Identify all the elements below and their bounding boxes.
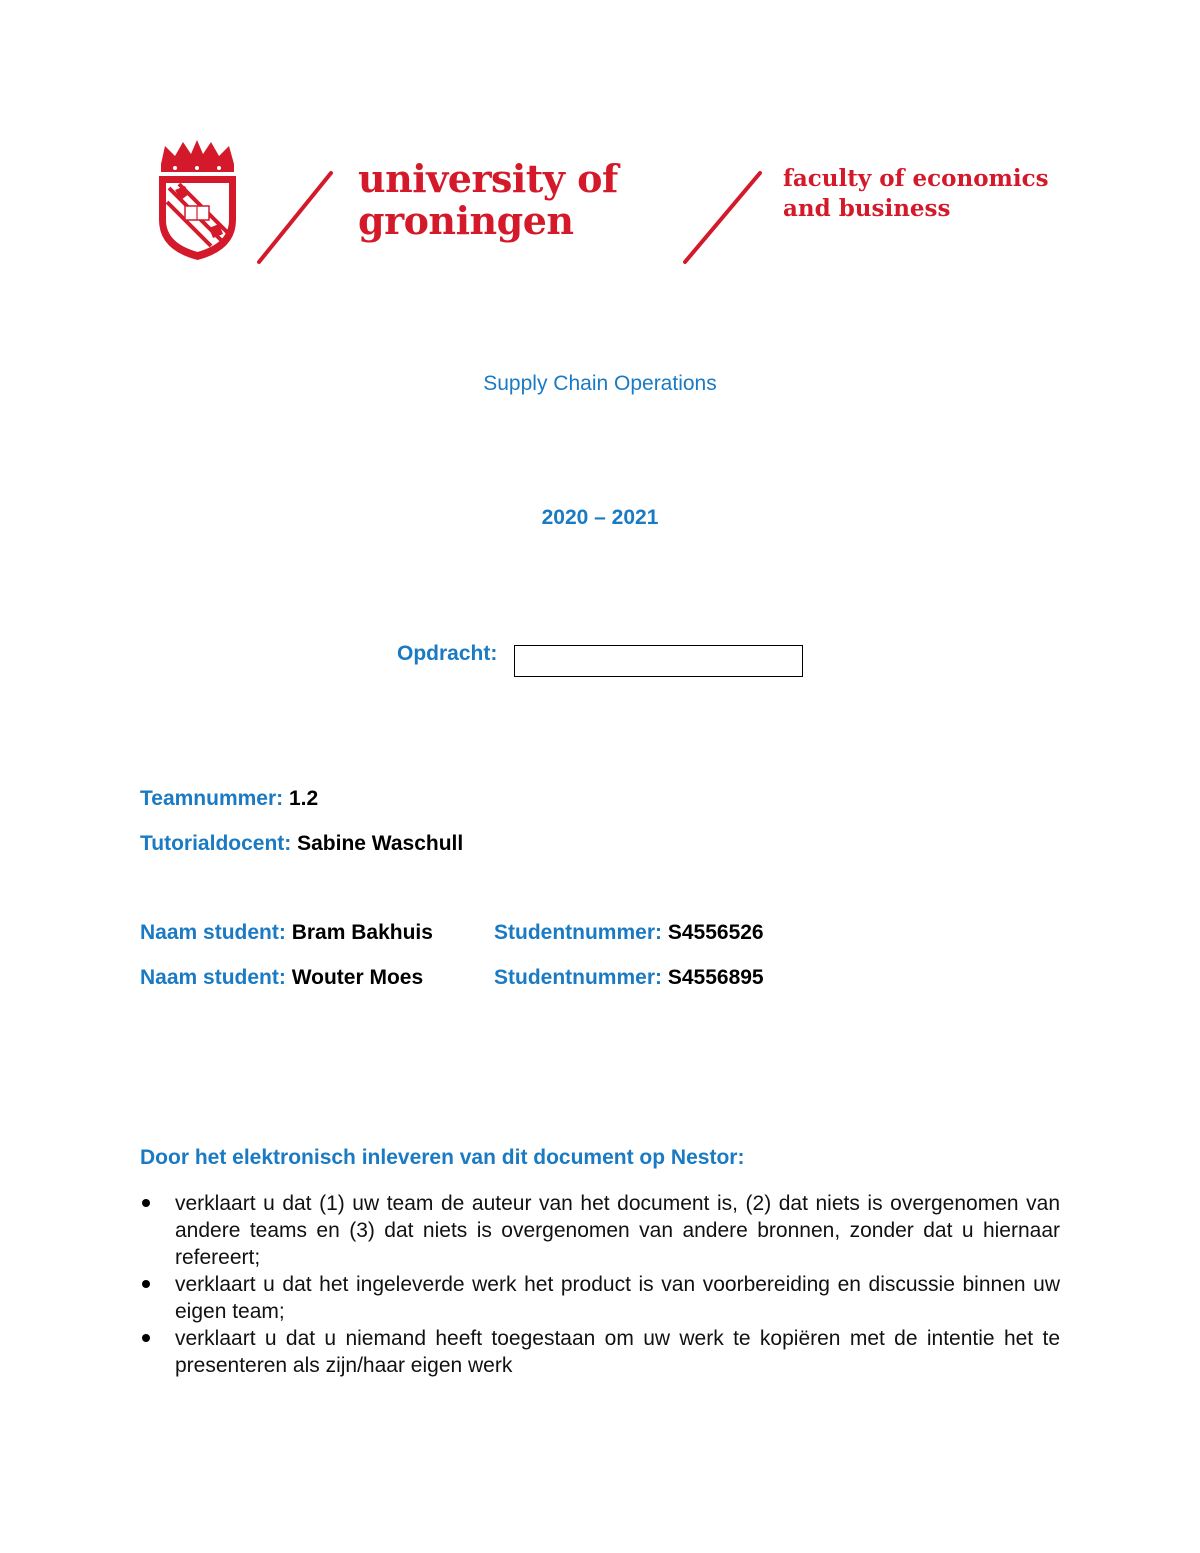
slash-divider-icon [255, 170, 335, 265]
list-item: verklaart u dat het ingeleverde werk het product is van voorbereiding en discussie binnen uw eigen team; [140, 1271, 1060, 1325]
assignment-field[interactable] [514, 645, 803, 677]
list-item: verklaart u dat u niemand heeft toegestaan om uw werk te kopiëren met de intentie het te presenteren als zijn/haar eigen werk [140, 1325, 1060, 1379]
crest-icon [155, 138, 240, 263]
tutor-value: Sabine Waschull [297, 832, 464, 855]
university-name [358, 158, 618, 242]
course-title: Supply Chain Operations [483, 372, 717, 395]
tutor-row [140, 832, 463, 856]
student-number-row [494, 966, 764, 990]
faculty-name-line2: and business [783, 195, 951, 222]
list-item: verklaart u dat (1) uw team de auteur van het document is, (2) dat niets is overgenomen van andere teams en (3) dat niets is overgenomen van andere bronnen, zonder dat u hiernaar refereert; [140, 1190, 1060, 1271]
university-name-line1: university of [358, 156, 618, 201]
university-name-line2: groningen [358, 198, 574, 243]
student-name-label: Naam student: [140, 966, 286, 989]
student-number-label: Studentnummer: [494, 966, 662, 989]
student-number-label: Studentnummer: [494, 921, 662, 944]
declaration-heading: Door het elektronisch inleveren van dit document op Nestor: [140, 1146, 745, 1169]
student-number: S4556526 [667, 921, 764, 944]
team-row [140, 787, 318, 811]
declaration-list [140, 1190, 1060, 1379]
faculty-name-line1: faculty of economics [783, 165, 1049, 192]
slash-divider-icon [680, 170, 765, 265]
student-number: S4556895 [667, 966, 764, 989]
tutor-label: Tutorialdocent: [140, 832, 292, 855]
university-logo [0, 0, 1200, 280]
team-label: Teamnummer: [140, 787, 284, 810]
faculty-name [783, 164, 1049, 224]
student-name: Wouter Moes [291, 966, 424, 989]
team-value: 1.2 [289, 787, 319, 810]
academic-year: 2020 – 2021 [541, 506, 659, 529]
student-name: Bram Bakhuis [291, 921, 433, 944]
student-name-row [140, 966, 423, 990]
student-name-label: Naam student: [140, 921, 286, 944]
student-number-row [494, 921, 764, 945]
assignment-label: Opdracht: [397, 642, 498, 665]
student-name-row [140, 921, 433, 945]
